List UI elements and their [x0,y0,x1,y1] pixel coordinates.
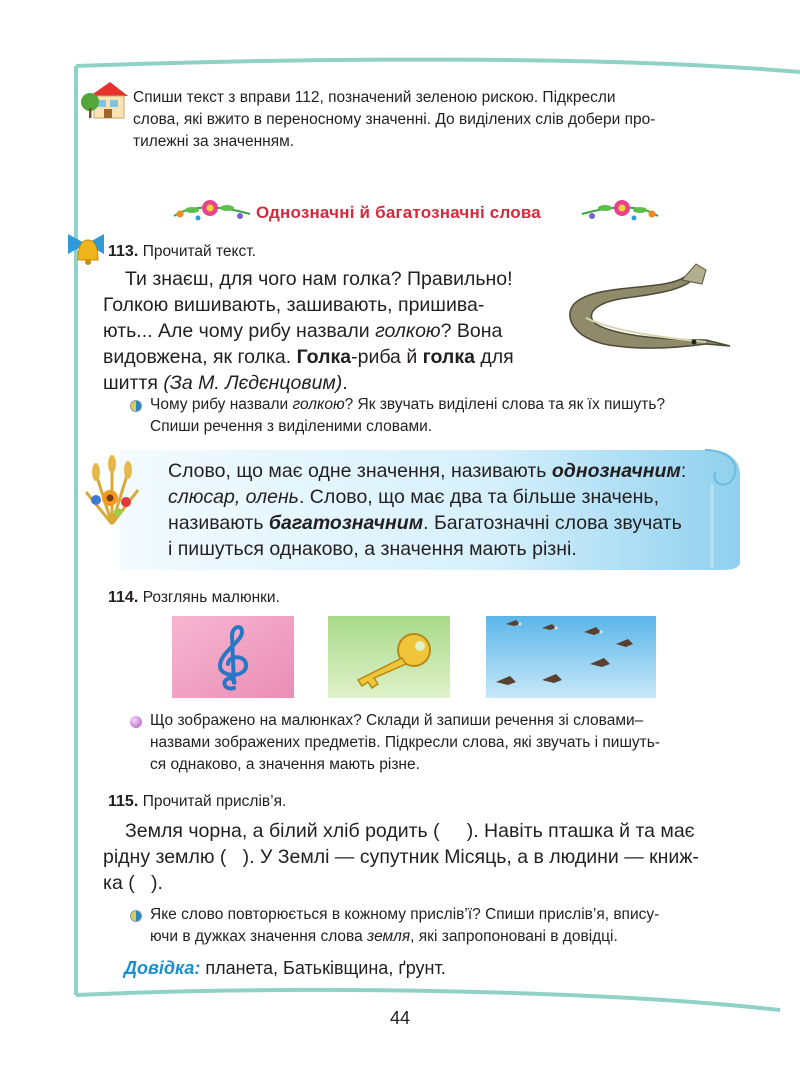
intro-line-1: Спиши текст з вправи 112, позначений зеленою рискою. Підкресли [133,89,616,106]
rule-line-4: і пишуться однаково, а значення мають різні. [168,538,577,560]
wheat-bouquet-icon [76,454,148,526]
ex115-header [108,791,286,813]
ex113-q-l1a: Чому рибу назвали [150,396,293,413]
dovidka-label: Довідка: [124,958,201,978]
page-number: 44 [389,1008,411,1028]
ex115-q-l2c: , які запропоновані в довідці. [410,928,618,945]
ex113-l4c: -риба й [351,346,423,368]
ex115-question [150,904,750,948]
ex115-q-line-1: Яке слово повторюється в кожному прислів’ї? Спиши прислів’я, впису- [150,906,660,923]
ex114-question [150,710,750,776]
ex113-text [103,266,543,396]
section-title: Однозначні й багатозначні слова [256,203,541,222]
ex115-p-line-1: Земля чорна, а білий хліб родить ( ). Навіть пташка й та має [125,820,695,842]
intro-text [133,87,733,153]
ex114-header [108,587,280,609]
ex113-question [150,394,750,438]
ex115-bullet-icon [130,910,142,922]
ex113-l5c: . [342,372,348,394]
treble-clef-picture [172,616,294,698]
ex115-q-l2b: земля [367,928,411,945]
ex113-header [108,241,256,263]
rule-line-3 [168,510,738,536]
ex113-l2: Голкою вишивають, зашивають, пришива- [103,294,485,316]
rule-l2a: слюсар, олень [168,486,299,508]
rule-l1b: однозначним [551,460,681,482]
ex114-q-line-1: Що зображено на малюнках? Склади й запиши речення зі словами– [150,712,644,729]
rule-l3a: називають [168,512,269,534]
ex113-l4b: Голка [296,346,352,368]
ex113-l4a: видовжена, як голка. [103,346,297,368]
ex113-number: 113. [108,243,139,260]
ex113-line-1 [103,266,543,292]
intro-line-2: слова, які вжито в переносному значенні. До виділених слів добери про- [133,111,656,128]
ex113-q-l1b: голкою [292,396,345,413]
house-tree-icon [80,78,128,122]
rule-l3b: багатозначним [268,512,424,534]
rule-text [168,458,738,562]
ex113-instruction: Прочитай текст. [142,243,256,260]
ex113-line-5 [103,370,543,396]
ex113-l1: Ти знаєш, для чого нам голка? Правильно! [125,268,513,290]
ex114-bullet-icon [130,716,142,728]
ex114-q-line-2: назвами зображених предметів. Підкресли слова, які звучать і пишуть- [150,734,660,751]
bell-icon [64,226,108,266]
key-picture [328,616,450,698]
dovidka [124,956,446,980]
ex113-l4e: для [474,346,514,368]
ex114-number: 114. [108,589,139,606]
ex115-p-line-2: рідну землю ( ). У Землі — супутник Місяць, а в людини — книж- [103,846,699,868]
ex113-q-l1c: ? Як звучать виділені слова та як їх пишуть? [344,396,666,413]
ex113-l3b: голкою [375,320,441,342]
rule-l1c: : [680,460,687,482]
ex115-number: 115. [108,793,139,810]
floral-ornament-right-icon [580,196,660,226]
ex114-instruction: Розглянь малюнки. [142,589,280,606]
rule-l2b: . Слово, що має два та більше значень, [298,486,660,508]
ex115-proverbs [103,818,743,896]
ex113-line-3 [103,318,543,344]
ex114-q-line-3: ся однаково, а значення мають різне. [150,756,420,773]
geese-picture [486,616,656,698]
floral-ornament-left-icon [172,196,252,226]
rule-line-2 [168,484,738,510]
ex113-line-4 [103,344,543,370]
ex115-p-line-3: ка ( ). [103,872,163,894]
ex113-q-line-2: Спиши речення з виділеними словами. [150,418,433,435]
ex113-l3a: ють... Але чому рибу назвали [103,320,376,342]
pipefish-illustration [556,262,736,362]
ex115-q-l2a: ючи в дужках значення слова [150,928,368,945]
rule-l3c: . Багатозначні слова звучать [423,512,682,534]
dovidka-text: планета, Батьківщина, ґрунт. [200,958,446,978]
ex113-l5a: шиття [103,372,164,394]
ex113-line-2 [103,292,543,318]
intro-line-3: тилежні за значенням. [133,133,295,150]
rule-l1a: Слово, що має одне значення, називають [168,460,552,482]
ex113-q-line-1 [150,394,750,416]
ex115-instruction: Прочитай прислів’я. [142,793,287,810]
ex113-l4d: голка [422,346,475,368]
ex113-l5b: (За М. Лєдєнцовим) [163,372,343,394]
ex113-bullet-icon [130,400,142,412]
rule-line-1 [168,458,738,484]
ex113-l3c: ? Вона [440,320,503,342]
ex115-q-line-2 [150,926,750,948]
